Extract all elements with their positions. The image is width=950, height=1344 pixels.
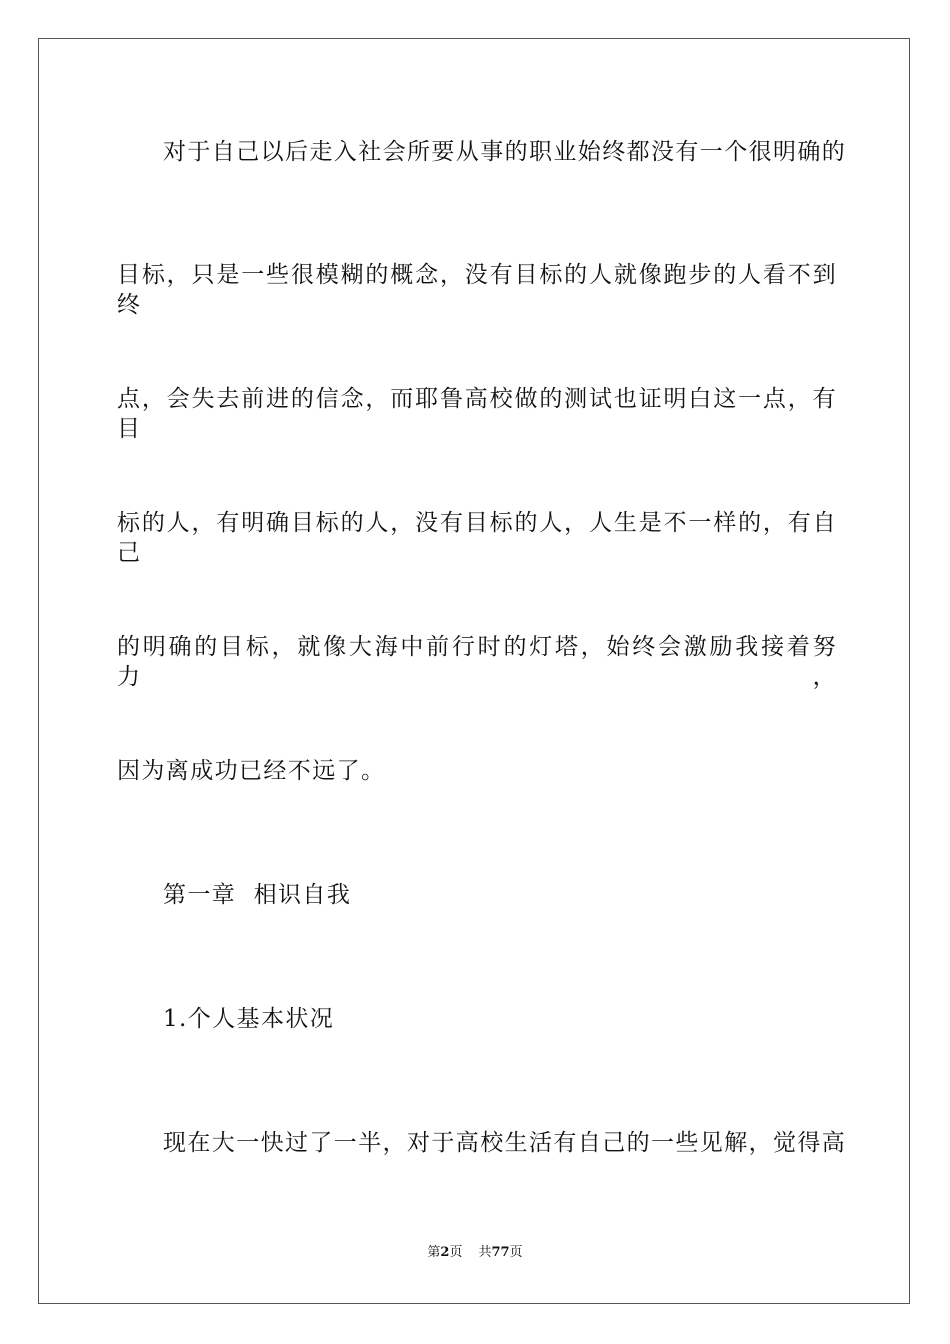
total-pages: 77 (491, 1245, 510, 1260)
total-suffix: 页 (509, 1245, 523, 1260)
page-suffix: 页 (449, 1245, 463, 1260)
body-text-line: 的明确的目标，就像大海中前行时的灯塔，始终会激励我接着努力， (117, 634, 837, 690)
section-heading: 1.个人基本状况 (163, 1006, 335, 1032)
body-text-line: 因为离成功已经不远了。 (117, 758, 386, 784)
body-text-line: 标的人，有明确目标的人，没有目标的人，人生是不一样的，有自己 (117, 510, 837, 566)
page-number: 2 (440, 1245, 450, 1260)
total-prefix: 共 (478, 1245, 492, 1260)
body-text-line: 目标，只是一些很模糊的概念，没有目标的人就像跑步的人看不到终 (117, 262, 837, 318)
body-text-line: 点，会失去前进的信念，而耶鲁高校做的测试也证明白这一点，有目 (117, 386, 837, 442)
page-prefix: 第 (427, 1245, 441, 1260)
page-footer (0, 1244, 950, 1262)
body-text-line: 现在大一快过了一半，对于高校生活有自己的一些见解，觉得高 (163, 1130, 847, 1156)
body-text-line: 对于自己以后走入社会所要从事的职业始终都没有一个很明确的 (163, 139, 847, 165)
chapter-heading: 第一章 相识自我 (163, 882, 352, 908)
